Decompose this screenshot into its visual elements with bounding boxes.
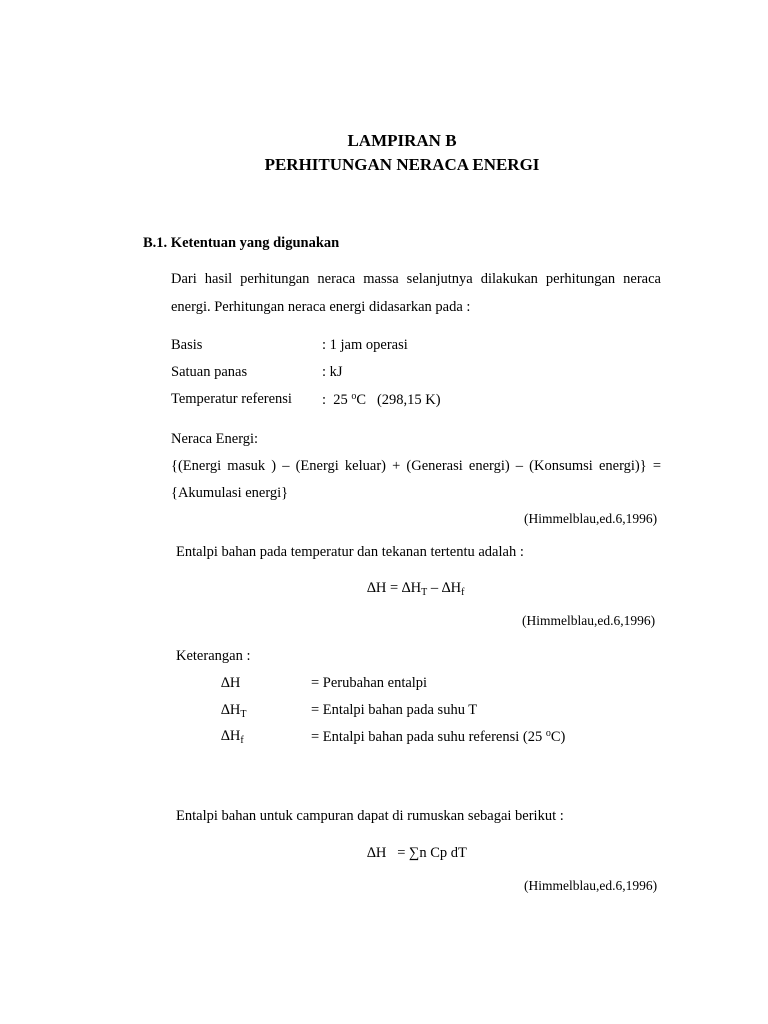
intro-paragraph: Dari hasil perhitungan neraca massa selanjutnya dilakukan perhitungan neraca energi. Perhitungan neraca energi didasarkan pada : bbox=[171, 271, 661, 315]
mixture-intro: Entalpi bahan untuk campuran dapat di rumuskan sebagai berikut : bbox=[176, 808, 564, 824]
basis-value: : 1 jam operasi bbox=[322, 337, 408, 353]
definition-delta-ht: = Entalpi bahan pada suhu T bbox=[311, 702, 478, 718]
symbol-delta-ht: $\Delta H_T$ bbox=[221, 702, 247, 720]
reference-temperature-label: Temperatur referensi bbox=[171, 391, 292, 407]
citation-1: (Himmelblau,ed.6,1996) bbox=[524, 511, 658, 526]
mixture-equation: ∆H = ∑n Cp dT bbox=[367, 845, 467, 861]
heat-unit-value: : kJ bbox=[322, 364, 343, 380]
enthalpy-equation: $\Delta H = \Delta H_T - \Delta H_f$ bbox=[367, 580, 465, 598]
energy-balance-label: Neraca Energi: bbox=[171, 431, 259, 447]
heat-unit-label: Satuan panas bbox=[171, 364, 248, 380]
basis-label: Basis bbox=[171, 337, 203, 353]
citation-2: (Himmelblau,ed.6,1996) bbox=[522, 613, 656, 628]
definition-delta-hf: = Entalpi bahan pada suhu referensi (25 $^o$C) bbox=[311, 728, 566, 745]
definition-delta-h: = Perubahan entalpi bbox=[311, 675, 428, 691]
page-title-line1: LAMPIRAN B bbox=[347, 131, 457, 150]
citation-3: (Himmelblau,ed.6,1996) bbox=[524, 878, 658, 893]
symbol-delta-h: ∆H bbox=[221, 675, 241, 691]
energy-balance-equation: {(Energi masuk ) – (Energi keluar) + (Generasi energi) – (Konsumsi energi)} = {Akumulasi energi} bbox=[171, 458, 661, 501]
page-title-line2: PERHITUNGAN NERACA ENERGI bbox=[264, 155, 540, 174]
section-heading: B.1. Ketentuan yang digunakan bbox=[143, 235, 340, 251]
reference-temperature-value: : 25 $^o$C (298,15 K) bbox=[322, 391, 441, 408]
keterangan-label: Keterangan : bbox=[176, 648, 251, 664]
symbol-delta-hf: $\Delta H_f$ bbox=[221, 728, 244, 746]
enthalpy-intro: Entalpi bahan pada temperatur dan tekanan tertentu adalah : bbox=[176, 544, 524, 560]
